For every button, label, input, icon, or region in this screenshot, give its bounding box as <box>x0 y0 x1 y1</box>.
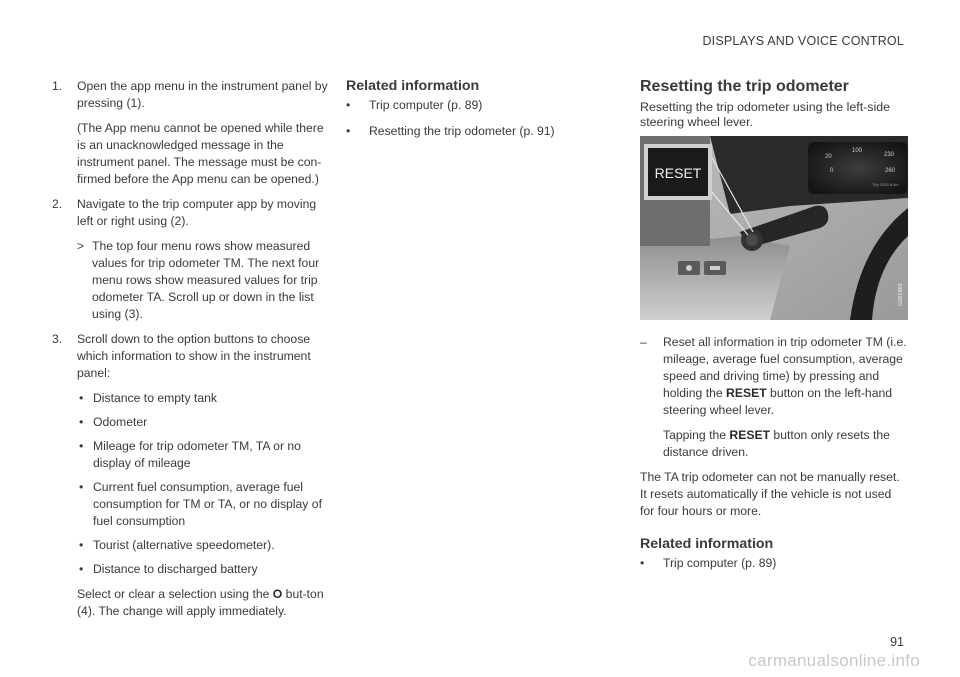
gauge-label: 0 <box>830 168 834 174</box>
option-item: • Odometer <box>79 415 148 429</box>
watermark: carmanualsonline.info <box>748 651 920 670</box>
related-section-2 <box>640 536 908 572</box>
gauge-label: 230 <box>884 152 895 158</box>
option-item: • Distance to empty tank <box>79 391 217 405</box>
step-note: (The App menu cannot be opened while there is an unacknowledged message in the instrument panel. The message must be con-firmed before the App menu can be opened.) <box>77 121 324 186</box>
step-3 <box>52 331 328 620</box>
option-list <box>77 390 328 578</box>
page-number: 91 <box>890 635 904 649</box>
bullet-icon: • <box>79 439 84 453</box>
trip-display-text: Trip 1325.6 km <box>872 182 899 187</box>
step-tail: Select or clear a selection using the O but-ton (4). The change will apply immediately. <box>77 587 324 618</box>
dash-icon: – <box>640 335 647 349</box>
result-arrow-icon: > <box>77 239 85 253</box>
step-2 <box>52 196 328 323</box>
related-column <box>346 78 596 149</box>
related-list <box>640 555 908 572</box>
step-number: 3. <box>52 332 63 346</box>
related-link[interactable]: • Resetting the trip odometer (p. 91) <box>346 124 555 138</box>
step-result <box>77 238 328 323</box>
steps-column <box>52 78 328 628</box>
step-number: 2. <box>52 197 63 211</box>
step-text: Scroll down to the option buttons to choose which information to show in the instrument panel: <box>77 332 311 380</box>
step-number: 1. <box>52 79 63 93</box>
tap-note: Tapping the RESET button only resets the distance driven. <box>663 428 890 459</box>
gauge-label: 20 <box>825 154 832 160</box>
option-item: • Distance to discharged battery <box>79 562 258 576</box>
bullet-icon: • <box>640 556 645 570</box>
light-switch-icon <box>686 265 692 271</box>
running-header: DISPLAYS AND VOICE CONTROL <box>702 34 904 48</box>
bullet-icon: • <box>79 562 84 576</box>
section-lead: Resetting the trip odometer using the left-side steering wheel lever. <box>640 100 891 129</box>
option-item: • Mileage for trip odometer TM, TA or no display of mileage <box>79 439 301 470</box>
section-title: Resetting the trip odometer <box>640 78 849 95</box>
trunk-icon <box>710 266 720 270</box>
related-link[interactable]: • Trip computer (p. 89) <box>640 556 777 570</box>
step-text: Open the app menu in the instrument panel by pressing (1). <box>77 79 328 110</box>
related-heading: Related information <box>346 78 480 94</box>
bullet-icon: • <box>79 480 84 494</box>
ta-note: The TA trip odometer can not be manually reset. It resets automatically if the vehicle is not used for four hours or more. <box>640 470 900 518</box>
gauge-label: 100 <box>852 148 863 154</box>
dashboard-panel <box>640 236 790 320</box>
bullet-icon: • <box>79 415 84 429</box>
related-list <box>346 97 596 140</box>
related-link[interactable]: • Trip computer (p. 89) <box>346 98 483 112</box>
bullet-icon: • <box>79 538 84 552</box>
option-item: • Current fuel consumption, average fuel consumption for TM or TA, or no display of fuel consumption <box>79 480 322 528</box>
reset-callout-label: RESET <box>654 165 702 181</box>
reset-item: – Reset all information in trip odometer TM (i.e. mileage, average fuel consumption, average speed and driving time) by pressing and holding the RESET button on the left-hand steering wheel lever. Tapping the RESET button only resets the distance driven. <box>640 335 907 459</box>
bullet-icon: • <box>346 98 351 112</box>
option-item: • Tourist (alternative speedometer). <box>79 538 275 552</box>
bullet-icon: • <box>346 124 351 138</box>
bullet-icon: • <box>79 391 84 405</box>
result-text: The top four menu rows show measured values for trip odometer TM. The next four menu rows show measured values for trip odometer TA. Scroll up or down in the list using (3). <box>92 239 320 321</box>
reset-column <box>640 78 908 581</box>
steps-list <box>52 78 328 620</box>
step-1 <box>52 78 328 188</box>
steering-lever-illustration <box>640 136 908 320</box>
gauge-label: 260 <box>885 168 896 174</box>
figure-code: G061865 <box>898 283 904 306</box>
reset-instructions <box>640 334 908 461</box>
reset-button-icon <box>746 234 758 246</box>
step-text: Navigate to the trip computer app by moving left or right using (2). <box>77 197 317 228</box>
related-heading: Related information <box>640 536 774 552</box>
